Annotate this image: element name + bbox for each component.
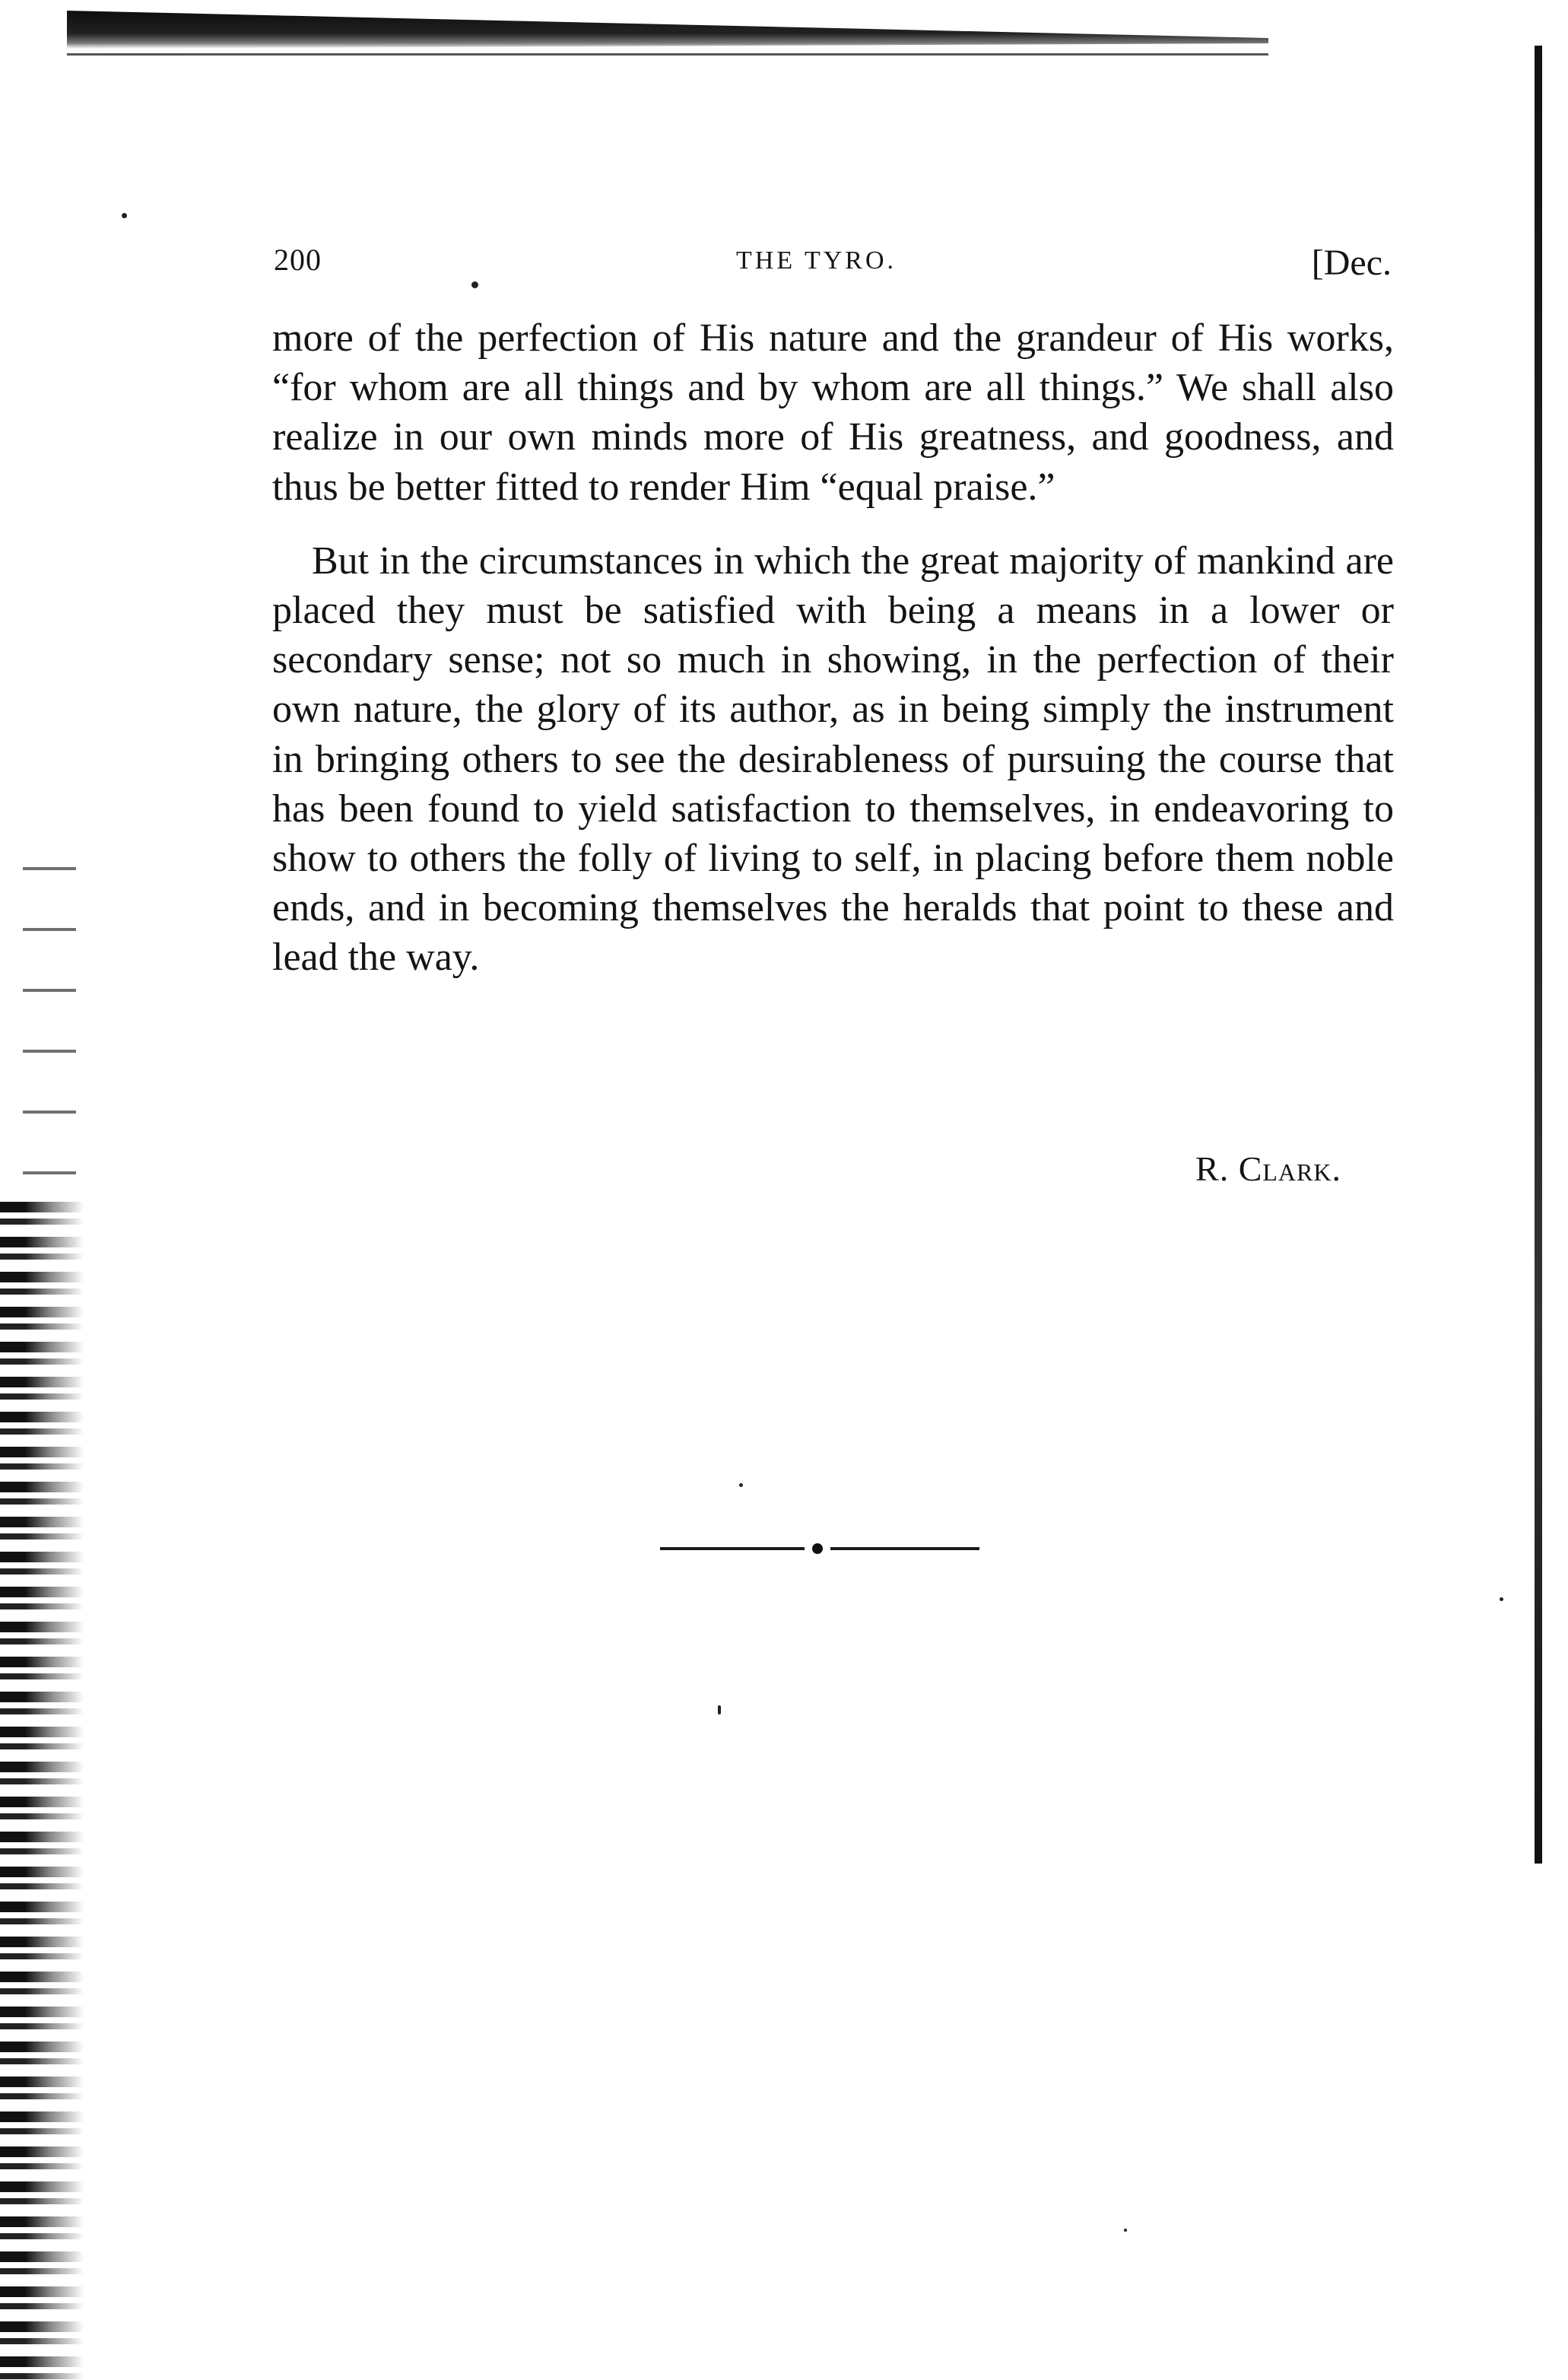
- author-initial: R.: [1195, 1149, 1230, 1188]
- section-label: [Dec.: [1311, 243, 1392, 283]
- paragraph: But in the circumstances in which the great majority of mankind are placed they must be satisfied with being a means in a lower or secondary sense; not so much in showing, in the perfection of their own nature, the glory of its author, as in being simply the instrument in bringing others to see the desirableness of pursuing the course that has been found to yield satisfaction to themselves, in endeavoring to show to others the folly of living to self, in placing before them noble ends, and in becoming themselves the heralds that point to these and lead the way.: [272, 539, 1394, 980]
- scan-right-edge-artifact: [1535, 46, 1542, 1864]
- scan-speck: [739, 1483, 743, 1487]
- author-signature: [1195, 1149, 1341, 1189]
- scan-left-edge-artifact: [0, 1202, 84, 2380]
- author-surname: Clark.: [1238, 1149, 1341, 1188]
- scan-left-speckle-artifact: [23, 837, 76, 1202]
- scan-speck: [718, 1705, 721, 1714]
- scan-speck: [1500, 1597, 1503, 1601]
- scan-top-line-artifact: [67, 53, 1268, 56]
- page-number: 200: [274, 243, 322, 277]
- running-header: [274, 242, 1392, 288]
- scan-speck: [1124, 2229, 1127, 2232]
- paragraph: more of the perfection of His nature and the grandeur of His works, “for whom are all things and by whom are all things.” We shall also realize in our own minds more of His greatness, and goodness, and thus be better fitted to render Him “equal praise.”: [272, 316, 1394, 509]
- rule-with-center-dot-ornament-icon: [660, 1541, 979, 1556]
- running-title: THE TYRO.: [736, 246, 897, 275]
- scan-top-edge-artifact: [67, 11, 1268, 49]
- scan-speck: [122, 213, 127, 218]
- body-text: [272, 313, 1394, 983]
